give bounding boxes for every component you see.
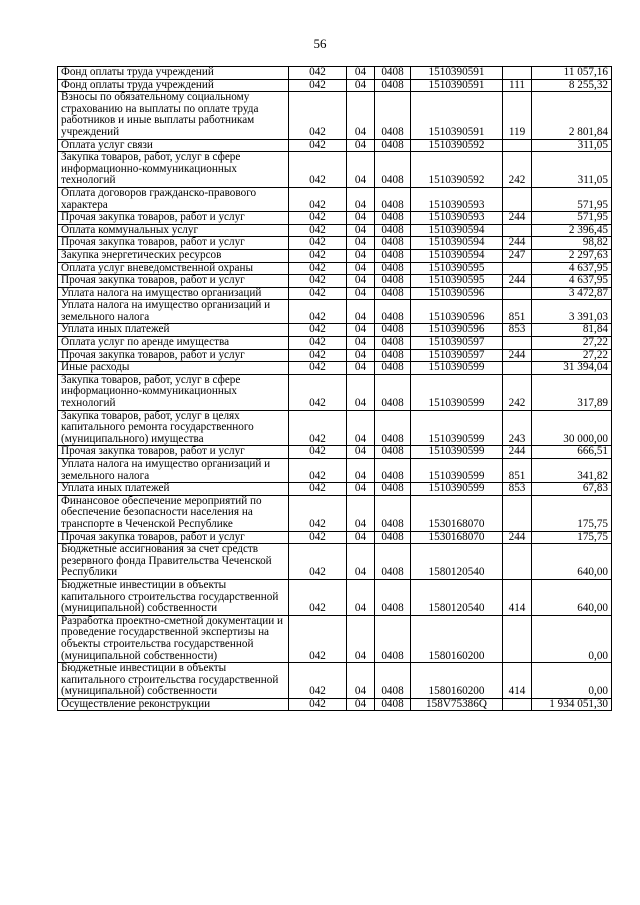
- subsection-code-cell: 0408: [375, 237, 411, 250]
- ministry-code-cell: 042: [289, 495, 347, 531]
- amount-cell: 341,82: [532, 459, 612, 483]
- ministry-code-cell: 042: [289, 663, 347, 699]
- ministry-code-cell: 042: [289, 275, 347, 288]
- expense-type-cell: 244: [503, 237, 532, 250]
- section-code-cell: 04: [347, 224, 375, 237]
- table-row: [58, 349, 612, 362]
- expense-name-cell: Финансовое обеспечение мероприятий по обеспечение безопасности населения на транспорте в Чеченской Республике: [58, 495, 289, 531]
- target-article-cell: 1510390599: [411, 446, 503, 459]
- target-article-cell: 1580160200: [411, 615, 503, 662]
- expense-type-cell: 853: [503, 324, 532, 337]
- target-article-cell: 1530168070: [411, 495, 503, 531]
- table-row: [58, 300, 612, 324]
- ministry-code-cell: 042: [289, 579, 347, 615]
- subsection-code-cell: 0408: [375, 698, 411, 711]
- amount-cell: 311,05: [532, 152, 612, 188]
- section-code-cell: 04: [347, 615, 375, 662]
- ministry-code-cell: 042: [289, 67, 347, 80]
- expense-type-cell: 244: [503, 212, 532, 225]
- expense-name-cell: Фонд оплаты труда учреждений: [58, 67, 289, 80]
- section-code-cell: 04: [347, 349, 375, 362]
- target-article-cell: 1510390596: [411, 324, 503, 337]
- table-row: [58, 275, 612, 288]
- ministry-code-cell: 042: [289, 337, 347, 350]
- ministry-code-cell: 042: [289, 615, 347, 662]
- subsection-code-cell: 0408: [375, 544, 411, 580]
- ministry-code-cell: 042: [289, 187, 347, 211]
- expense-name-cell: Бюджетные инвестиции в объекты капитального строительства государственной (муниципальной) собственности: [58, 579, 289, 615]
- target-article-cell: 1510390597: [411, 349, 503, 362]
- expense-name-cell: Прочая закупка товаров, работ и услуг: [58, 446, 289, 459]
- expense-name-cell: Уплата иных платежей: [58, 483, 289, 496]
- expense-type-cell: [503, 187, 532, 211]
- table-row: [58, 615, 612, 662]
- subsection-code-cell: 0408: [375, 224, 411, 237]
- table-row: [58, 67, 612, 80]
- section-code-cell: 04: [347, 92, 375, 139]
- subsection-code-cell: 0408: [375, 663, 411, 699]
- subsection-code-cell: 0408: [375, 531, 411, 544]
- amount-cell: 0,00: [532, 663, 612, 699]
- target-article-cell: 1510390599: [411, 483, 503, 496]
- amount-cell: 98,82: [532, 237, 612, 250]
- target-article-cell: 1510390591: [411, 79, 503, 92]
- table-row: [58, 337, 612, 350]
- expense-type-cell: [503, 698, 532, 711]
- expense-name-cell: Закупка товаров, работ, услуг в сфере информационно-коммуникационных технологий: [58, 374, 289, 410]
- ministry-code-cell: 042: [289, 79, 347, 92]
- table-row: [58, 212, 612, 225]
- expense-type-cell: [503, 224, 532, 237]
- budget-table: [57, 66, 612, 711]
- section-code-cell: 04: [347, 579, 375, 615]
- section-code-cell: 04: [347, 531, 375, 544]
- expense-type-cell: [503, 337, 532, 350]
- target-article-cell: 1510390595: [411, 262, 503, 275]
- amount-cell: 30 000,00: [532, 410, 612, 446]
- section-code-cell: 04: [347, 446, 375, 459]
- subsection-code-cell: 0408: [375, 615, 411, 662]
- target-article-cell: 1510390591: [411, 92, 503, 139]
- subsection-code-cell: 0408: [375, 152, 411, 188]
- subsection-code-cell: 0408: [375, 187, 411, 211]
- expense-type-cell: [503, 495, 532, 531]
- table-row: [58, 249, 612, 262]
- ministry-code-cell: 042: [289, 544, 347, 580]
- table-row: [58, 579, 612, 615]
- ministry-code-cell: 042: [289, 262, 347, 275]
- section-code-cell: 04: [347, 187, 375, 211]
- expense-name-cell: Иные расходы: [58, 362, 289, 375]
- target-article-cell: 1510390599: [411, 410, 503, 446]
- section-code-cell: 04: [347, 212, 375, 225]
- table-row: [58, 446, 612, 459]
- subsection-code-cell: 0408: [375, 139, 411, 152]
- amount-cell: 317,89: [532, 374, 612, 410]
- expense-name-cell: Прочая закупка товаров, работ и услуг: [58, 212, 289, 225]
- ministry-code-cell: 042: [289, 287, 347, 300]
- table-row: [58, 362, 612, 375]
- section-code-cell: 04: [347, 249, 375, 262]
- subsection-code-cell: 0408: [375, 410, 411, 446]
- target-article-cell: 1510390593: [411, 187, 503, 211]
- expense-type-cell: [503, 544, 532, 580]
- target-article-cell: 1510390594: [411, 237, 503, 250]
- amount-cell: 4 637,95: [532, 275, 612, 288]
- section-code-cell: 04: [347, 544, 375, 580]
- amount-cell: 8 255,32: [532, 79, 612, 92]
- target-article-cell: 1510390599: [411, 459, 503, 483]
- section-code-cell: 04: [347, 362, 375, 375]
- table-row: [58, 152, 612, 188]
- target-article-cell: 1580120540: [411, 579, 503, 615]
- table-row: [58, 79, 612, 92]
- ministry-code-cell: 042: [289, 249, 347, 262]
- expense-type-cell: 242: [503, 374, 532, 410]
- table-row: [58, 495, 612, 531]
- table-row: [58, 139, 612, 152]
- expense-name-cell: Уплата иных платежей: [58, 324, 289, 337]
- section-code-cell: 04: [347, 262, 375, 275]
- expense-type-cell: [503, 139, 532, 152]
- subsection-code-cell: 0408: [375, 249, 411, 262]
- table-row: [58, 374, 612, 410]
- section-code-cell: 04: [347, 79, 375, 92]
- ministry-code-cell: 042: [289, 349, 347, 362]
- target-article-cell: 1510390597: [411, 337, 503, 350]
- section-code-cell: 04: [347, 300, 375, 324]
- expense-type-cell: 111: [503, 79, 532, 92]
- ministry-code-cell: 042: [289, 410, 347, 446]
- amount-cell: 571,95: [532, 212, 612, 225]
- target-article-cell: 1580160200: [411, 663, 503, 699]
- table-row: [58, 459, 612, 483]
- section-code-cell: 04: [347, 67, 375, 80]
- ministry-code-cell: 042: [289, 300, 347, 324]
- subsection-code-cell: 0408: [375, 495, 411, 531]
- subsection-code-cell: 0408: [375, 362, 411, 375]
- expense-name-cell: Оплата услуг связи: [58, 139, 289, 152]
- section-code-cell: 04: [347, 663, 375, 699]
- target-article-cell: 1510390592: [411, 152, 503, 188]
- expense-type-cell: [503, 262, 532, 275]
- expense-name-cell: Разработка проектно-сметной документации и проведение государственной экспертизы на объекты строительства государственной (муниципальной собственности): [58, 615, 289, 662]
- ministry-code-cell: 042: [289, 139, 347, 152]
- expense-name-cell: Прочая закупка товаров, работ и услуг: [58, 237, 289, 250]
- ministry-code-cell: 042: [289, 374, 347, 410]
- amount-cell: 1 934 051,30: [532, 698, 612, 711]
- ministry-code-cell: 042: [289, 459, 347, 483]
- expense-type-cell: [503, 67, 532, 80]
- amount-cell: 0,00: [532, 615, 612, 662]
- expense-type-cell: 851: [503, 300, 532, 324]
- ministry-code-cell: 042: [289, 237, 347, 250]
- expense-name-cell: Оплата услуг вневедомственной охраны: [58, 262, 289, 275]
- table-row: [58, 483, 612, 496]
- section-code-cell: 04: [347, 337, 375, 350]
- section-code-cell: 04: [347, 374, 375, 410]
- subsection-code-cell: 0408: [375, 579, 411, 615]
- table-row: [58, 544, 612, 580]
- expense-name-cell: Оплата договоров гражданско-правового характера: [58, 187, 289, 211]
- subsection-code-cell: 0408: [375, 324, 411, 337]
- expense-type-cell: 244: [503, 446, 532, 459]
- ministry-code-cell: 042: [289, 698, 347, 711]
- expense-type-cell: 119: [503, 92, 532, 139]
- amount-cell: 2 396,45: [532, 224, 612, 237]
- ministry-code-cell: 042: [289, 324, 347, 337]
- expense-name-cell: Осуществление реконструкции: [58, 698, 289, 711]
- amount-cell: 311,05: [532, 139, 612, 152]
- section-code-cell: 04: [347, 237, 375, 250]
- table-row: [58, 237, 612, 250]
- table-row: [58, 410, 612, 446]
- target-article-cell: 158V75386Q: [411, 698, 503, 711]
- expense-type-cell: [503, 287, 532, 300]
- section-code-cell: 04: [347, 459, 375, 483]
- section-code-cell: 04: [347, 275, 375, 288]
- section-code-cell: 04: [347, 287, 375, 300]
- ministry-code-cell: 042: [289, 483, 347, 496]
- amount-cell: 3 472,87: [532, 287, 612, 300]
- target-article-cell: 1510390596: [411, 287, 503, 300]
- subsection-code-cell: 0408: [375, 92, 411, 139]
- expense-name-cell: Закупка товаров, работ, услуг в целях капитального ремонта государственного (муниципального) имущества: [58, 410, 289, 446]
- expense-type-cell: 414: [503, 663, 532, 699]
- amount-cell: 31 394,04: [532, 362, 612, 375]
- target-article-cell: 1510390591: [411, 67, 503, 80]
- expense-type-cell: 247: [503, 249, 532, 262]
- subsection-code-cell: 0408: [375, 212, 411, 225]
- expense-type-cell: 853: [503, 483, 532, 496]
- table-row: [58, 663, 612, 699]
- amount-cell: 640,00: [532, 544, 612, 580]
- target-article-cell: 1510390594: [411, 249, 503, 262]
- ministry-code-cell: 042: [289, 152, 347, 188]
- expense-name-cell: Уплата налога на имущество организаций и земельного налога: [58, 300, 289, 324]
- expense-type-cell: [503, 615, 532, 662]
- table-row: [58, 324, 612, 337]
- target-article-cell: 1580120540: [411, 544, 503, 580]
- amount-cell: 666,51: [532, 446, 612, 459]
- ministry-code-cell: 042: [289, 531, 347, 544]
- target-article-cell: 1510390594: [411, 224, 503, 237]
- expense-name-cell: Закупка товаров, работ, услуг в сфере информационно-коммуникационных технологий: [58, 152, 289, 188]
- expense-name-cell: Оплата услуг по аренде имущества: [58, 337, 289, 350]
- subsection-code-cell: 0408: [375, 79, 411, 92]
- amount-cell: 175,75: [532, 531, 612, 544]
- subsection-code-cell: 0408: [375, 287, 411, 300]
- amount-cell: 640,00: [532, 579, 612, 615]
- expense-name-cell: Прочая закупка товаров, работ и услуг: [58, 531, 289, 544]
- expense-name-cell: Закупка энергетических ресурсов: [58, 249, 289, 262]
- page-number: 56: [313, 36, 327, 51]
- ministry-code-cell: 042: [289, 446, 347, 459]
- target-article-cell: 1510390599: [411, 374, 503, 410]
- target-article-cell: 1510390595: [411, 275, 503, 288]
- expense-type-cell: 242: [503, 152, 532, 188]
- section-code-cell: 04: [347, 483, 375, 496]
- expense-name-cell: Фонд оплаты труда учреждений: [58, 79, 289, 92]
- expense-name-cell: Бюджетные инвестиции в объекты капитального строительства государственной (муниципальной) собственности: [58, 663, 289, 699]
- amount-cell: 27,22: [532, 349, 612, 362]
- expense-type-cell: 243: [503, 410, 532, 446]
- ministry-code-cell: 042: [289, 362, 347, 375]
- amount-cell: 4 637,95: [532, 262, 612, 275]
- ministry-code-cell: 042: [289, 92, 347, 139]
- subsection-code-cell: 0408: [375, 483, 411, 496]
- section-code-cell: 04: [347, 152, 375, 188]
- subsection-code-cell: 0408: [375, 262, 411, 275]
- amount-cell: 27,22: [532, 337, 612, 350]
- table-row: [58, 698, 612, 711]
- table-row: [58, 224, 612, 237]
- expense-type-cell: 244: [503, 275, 532, 288]
- section-code-cell: 04: [347, 410, 375, 446]
- expense-name-cell: Взносы по обязательному социальному страхованию на выплаты по оплате труда работников и иные выплаты работникам учреждений: [58, 92, 289, 139]
- expense-name-cell: Уплата налога на имущество организаций: [58, 287, 289, 300]
- target-article-cell: 1510390596: [411, 300, 503, 324]
- expense-name-cell: Оплата коммунальных услуг: [58, 224, 289, 237]
- expense-name-cell: Прочая закупка товаров, работ и услуг: [58, 349, 289, 362]
- expense-type-cell: [503, 362, 532, 375]
- target-article-cell: 1510390599: [411, 362, 503, 375]
- section-code-cell: 04: [347, 495, 375, 531]
- target-article-cell: 1510390592: [411, 139, 503, 152]
- subsection-code-cell: 0408: [375, 446, 411, 459]
- table-row: [58, 531, 612, 544]
- expense-name-cell: Прочая закупка товаров, работ и услуг: [58, 275, 289, 288]
- expense-type-cell: 244: [503, 531, 532, 544]
- table-row: [58, 262, 612, 275]
- expense-name-cell: Уплата налога на имущество организаций и земельного налога: [58, 459, 289, 483]
- table-row: [58, 187, 612, 211]
- table-row: [58, 92, 612, 139]
- amount-cell: 67,83: [532, 483, 612, 496]
- target-article-cell: 1530168070: [411, 531, 503, 544]
- subsection-code-cell: 0408: [375, 67, 411, 80]
- table-body: [58, 67, 612, 711]
- expense-type-cell: 244: [503, 349, 532, 362]
- ministry-code-cell: 042: [289, 224, 347, 237]
- amount-cell: 3 391,03: [532, 300, 612, 324]
- ministry-code-cell: 042: [289, 212, 347, 225]
- amount-cell: 81,84: [532, 324, 612, 337]
- expense-name-cell: Бюджетные ассигнования за счет средств резервного фонда Правительства Чеченской Республики: [58, 544, 289, 580]
- table-row: [58, 287, 612, 300]
- section-code-cell: 04: [347, 324, 375, 337]
- subsection-code-cell: 0408: [375, 300, 411, 324]
- subsection-code-cell: 0408: [375, 337, 411, 350]
- section-code-cell: 04: [347, 139, 375, 152]
- subsection-code-cell: 0408: [375, 374, 411, 410]
- target-article-cell: 1510390593: [411, 212, 503, 225]
- subsection-code-cell: 0408: [375, 275, 411, 288]
- subsection-code-cell: 0408: [375, 459, 411, 483]
- expense-type-cell: 414: [503, 579, 532, 615]
- amount-cell: 571,95: [532, 187, 612, 211]
- amount-cell: 11 057,16: [532, 67, 612, 80]
- subsection-code-cell: 0408: [375, 349, 411, 362]
- section-code-cell: 04: [347, 698, 375, 711]
- amount-cell: 175,75: [532, 495, 612, 531]
- amount-cell: 2 297,63: [532, 249, 612, 262]
- amount-cell: 2 801,84: [532, 92, 612, 139]
- expense-type-cell: 851: [503, 459, 532, 483]
